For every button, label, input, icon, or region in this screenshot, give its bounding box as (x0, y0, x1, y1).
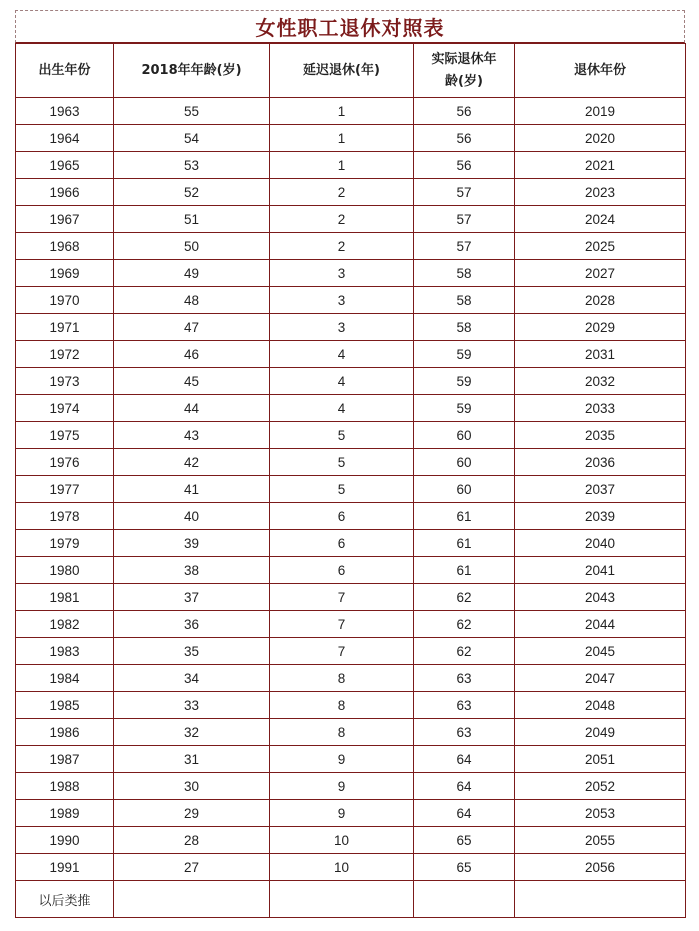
table-row (16, 98, 686, 125)
cell-birth-year: 1991 (16, 854, 114, 881)
table-row (16, 476, 686, 503)
cell-birth-year: 1983 (16, 638, 114, 665)
table-row (16, 503, 686, 530)
cell-retire-year: 2023 (515, 179, 686, 206)
cell-birth-year: 1978 (16, 503, 114, 530)
cell-age-2018: 43 (114, 422, 270, 449)
cell-age-2018: 49 (114, 260, 270, 287)
cell-actual-retire-age: 65 (414, 854, 515, 881)
cell-birth-year: 1970 (16, 287, 114, 314)
cell-age-2018: 54 (114, 125, 270, 152)
table-row (16, 422, 686, 449)
cell-actual-retire-age: 56 (414, 125, 515, 152)
table-row (16, 827, 686, 854)
cell-retire-year: 2051 (515, 746, 686, 773)
cell-birth-year: 1980 (16, 557, 114, 584)
cell-delay-years: 1 (270, 152, 414, 179)
cell-retire-year: 2048 (515, 692, 686, 719)
cell-actual-retire-age: 59 (414, 341, 515, 368)
cell-age-2018: 28 (114, 827, 270, 854)
cell-actual-retire-age: 60 (414, 476, 515, 503)
cell-actual-retire-age: 64 (414, 800, 515, 827)
cell-birth-year: 1988 (16, 773, 114, 800)
table-row (16, 557, 686, 584)
footer-empty-cell (114, 881, 270, 918)
cell-birth-year: 1968 (16, 233, 114, 260)
cell-age-2018: 47 (114, 314, 270, 341)
cell-age-2018: 33 (114, 692, 270, 719)
cell-delay-years: 2 (270, 206, 414, 233)
header-age-2018: 2018年年龄(岁) (114, 44, 270, 98)
cell-actual-retire-age: 56 (414, 98, 515, 125)
cell-retire-year: 2024 (515, 206, 686, 233)
cell-delay-years: 8 (270, 692, 414, 719)
cell-actual-retire-age: 62 (414, 611, 515, 638)
table-body (16, 98, 686, 881)
cell-actual-retire-age: 58 (414, 287, 515, 314)
cell-age-2018: 31 (114, 746, 270, 773)
header-retire-year: 退休年份 (515, 44, 686, 98)
cell-birth-year: 1967 (16, 206, 114, 233)
cell-retire-year: 2041 (515, 557, 686, 584)
cell-retire-year: 2049 (515, 719, 686, 746)
cell-age-2018: 50 (114, 233, 270, 260)
cell-delay-years: 1 (270, 98, 414, 125)
cell-age-2018: 40 (114, 503, 270, 530)
cell-age-2018: 45 (114, 368, 270, 395)
cell-delay-years: 5 (270, 476, 414, 503)
header-birth-year: 出生年份 (16, 44, 114, 98)
cell-birth-year: 1965 (16, 152, 114, 179)
cell-age-2018: 48 (114, 287, 270, 314)
cell-age-2018: 55 (114, 98, 270, 125)
table-row (16, 260, 686, 287)
cell-actual-retire-age: 57 (414, 206, 515, 233)
cell-delay-years: 7 (270, 584, 414, 611)
cell-birth-year: 1981 (16, 584, 114, 611)
cell-delay-years: 3 (270, 260, 414, 287)
cell-age-2018: 53 (114, 152, 270, 179)
cell-birth-year: 1990 (16, 827, 114, 854)
cell-retire-year: 2036 (515, 449, 686, 476)
cell-actual-retire-age: 61 (414, 557, 515, 584)
table-title-bar (15, 10, 685, 43)
cell-delay-years: 4 (270, 341, 414, 368)
cell-delay-years: 4 (270, 395, 414, 422)
cell-birth-year: 1976 (16, 449, 114, 476)
cell-delay-years: 3 (270, 287, 414, 314)
cell-age-2018: 35 (114, 638, 270, 665)
cell-delay-years: 10 (270, 854, 414, 881)
cell-birth-year: 1971 (16, 314, 114, 341)
table-row (16, 665, 686, 692)
cell-age-2018: 36 (114, 611, 270, 638)
cell-retire-year: 2031 (515, 341, 686, 368)
cell-age-2018: 30 (114, 773, 270, 800)
header-actual-retire-age-text: 实际退休年龄(岁) (431, 51, 497, 89)
header-delay-years: 延迟退休(年) (270, 44, 414, 98)
cell-delay-years: 4 (270, 368, 414, 395)
cell-actual-retire-age: 62 (414, 584, 515, 611)
cell-age-2018: 34 (114, 665, 270, 692)
cell-age-2018: 51 (114, 206, 270, 233)
cell-retire-year: 2027 (515, 260, 686, 287)
cell-retire-year: 2047 (515, 665, 686, 692)
cell-age-2018: 37 (114, 584, 270, 611)
table-row (16, 341, 686, 368)
cell-retire-year: 2052 (515, 773, 686, 800)
table-row (16, 287, 686, 314)
cell-delay-years: 9 (270, 746, 414, 773)
footer-note: 以后类推 (16, 881, 114, 918)
cell-age-2018: 52 (114, 179, 270, 206)
header-row (16, 44, 686, 98)
cell-actual-retire-age: 63 (414, 665, 515, 692)
cell-actual-retire-age: 64 (414, 746, 515, 773)
cell-birth-year: 1977 (16, 476, 114, 503)
cell-actual-retire-age: 57 (414, 179, 515, 206)
cell-birth-year: 1966 (16, 179, 114, 206)
table-row (16, 152, 686, 179)
cell-birth-year: 1979 (16, 530, 114, 557)
cell-actual-retire-age: 63 (414, 719, 515, 746)
cell-delay-years: 2 (270, 233, 414, 260)
retirement-table (15, 43, 686, 918)
cell-birth-year: 1972 (16, 341, 114, 368)
cell-retire-year: 2044 (515, 611, 686, 638)
cell-age-2018: 46 (114, 341, 270, 368)
cell-actual-retire-age: 58 (414, 260, 515, 287)
cell-retire-year: 2021 (515, 152, 686, 179)
table-row (16, 800, 686, 827)
table-row (16, 395, 686, 422)
cell-age-2018: 42 (114, 449, 270, 476)
cell-retire-year: 2043 (515, 584, 686, 611)
cell-retire-year: 2035 (515, 422, 686, 449)
table-row (16, 719, 686, 746)
cell-delay-years: 9 (270, 773, 414, 800)
cell-retire-year: 2040 (515, 530, 686, 557)
cell-actual-retire-age: 64 (414, 773, 515, 800)
cell-retire-year: 2039 (515, 503, 686, 530)
table-row (16, 125, 686, 152)
table-row (16, 206, 686, 233)
cell-birth-year: 1975 (16, 422, 114, 449)
cell-actual-retire-age: 60 (414, 449, 515, 476)
cell-delay-years: 2 (270, 179, 414, 206)
cell-age-2018: 39 (114, 530, 270, 557)
table-row (16, 692, 686, 719)
cell-age-2018: 44 (114, 395, 270, 422)
table-row (16, 611, 686, 638)
cell-age-2018: 32 (114, 719, 270, 746)
cell-delay-years: 7 (270, 638, 414, 665)
cell-actual-retire-age: 59 (414, 368, 515, 395)
cell-delay-years: 9 (270, 800, 414, 827)
cell-birth-year: 1986 (16, 719, 114, 746)
table-title: 女性职工退休对照表 (255, 16, 445, 40)
table-row (16, 233, 686, 260)
cell-delay-years: 1 (270, 125, 414, 152)
cell-actual-retire-age: 61 (414, 530, 515, 557)
cell-delay-years: 7 (270, 611, 414, 638)
cell-retire-year: 2019 (515, 98, 686, 125)
cell-actual-retire-age: 58 (414, 314, 515, 341)
cell-delay-years: 3 (270, 314, 414, 341)
table-row (16, 584, 686, 611)
cell-retire-year: 2020 (515, 125, 686, 152)
cell-age-2018: 29 (114, 800, 270, 827)
retirement-table-sheet (15, 10, 685, 918)
cell-birth-year: 1969 (16, 260, 114, 287)
cell-birth-year: 1964 (16, 125, 114, 152)
table-row (16, 314, 686, 341)
cell-retire-year: 2029 (515, 314, 686, 341)
cell-actual-retire-age: 59 (414, 395, 515, 422)
cell-birth-year: 1982 (16, 611, 114, 638)
cell-retire-year: 2025 (515, 233, 686, 260)
cell-birth-year: 1974 (16, 395, 114, 422)
cell-retire-year: 2056 (515, 854, 686, 881)
table-row (16, 179, 686, 206)
table-row (16, 368, 686, 395)
table-row (16, 449, 686, 476)
cell-birth-year: 1984 (16, 665, 114, 692)
cell-delay-years: 6 (270, 503, 414, 530)
cell-retire-year: 2045 (515, 638, 686, 665)
cell-birth-year: 1963 (16, 98, 114, 125)
cell-delay-years: 10 (270, 827, 414, 854)
table-row (16, 773, 686, 800)
cell-age-2018: 41 (114, 476, 270, 503)
cell-retire-year: 2053 (515, 800, 686, 827)
table-row (16, 854, 686, 881)
cell-delay-years: 6 (270, 530, 414, 557)
cell-delay-years: 8 (270, 665, 414, 692)
cell-retire-year: 2028 (515, 287, 686, 314)
table-row (16, 638, 686, 665)
cell-delay-years: 6 (270, 557, 414, 584)
cell-actual-retire-age: 61 (414, 503, 515, 530)
cell-delay-years: 8 (270, 719, 414, 746)
cell-birth-year: 1973 (16, 368, 114, 395)
cell-age-2018: 27 (114, 854, 270, 881)
cell-retire-year: 2033 (515, 395, 686, 422)
cell-actual-retire-age: 56 (414, 152, 515, 179)
footer-empty-cell (270, 881, 414, 918)
table-row (16, 746, 686, 773)
cell-retire-year: 2055 (515, 827, 686, 854)
cell-delay-years: 5 (270, 449, 414, 476)
footer-empty-cell (515, 881, 686, 918)
cell-delay-years: 5 (270, 422, 414, 449)
cell-retire-year: 2032 (515, 368, 686, 395)
cell-birth-year: 1985 (16, 692, 114, 719)
cell-age-2018: 38 (114, 557, 270, 584)
cell-actual-retire-age: 65 (414, 827, 515, 854)
cell-birth-year: 1989 (16, 800, 114, 827)
cell-actual-retire-age: 60 (414, 422, 515, 449)
footer-row (16, 881, 686, 918)
cell-actual-retire-age: 63 (414, 692, 515, 719)
table-row (16, 530, 686, 557)
footer-empty-cell (414, 881, 515, 918)
cell-retire-year: 2037 (515, 476, 686, 503)
cell-actual-retire-age: 62 (414, 638, 515, 665)
cell-birth-year: 1987 (16, 746, 114, 773)
header-actual-retire-age (414, 44, 515, 98)
cell-actual-retire-age: 57 (414, 233, 515, 260)
